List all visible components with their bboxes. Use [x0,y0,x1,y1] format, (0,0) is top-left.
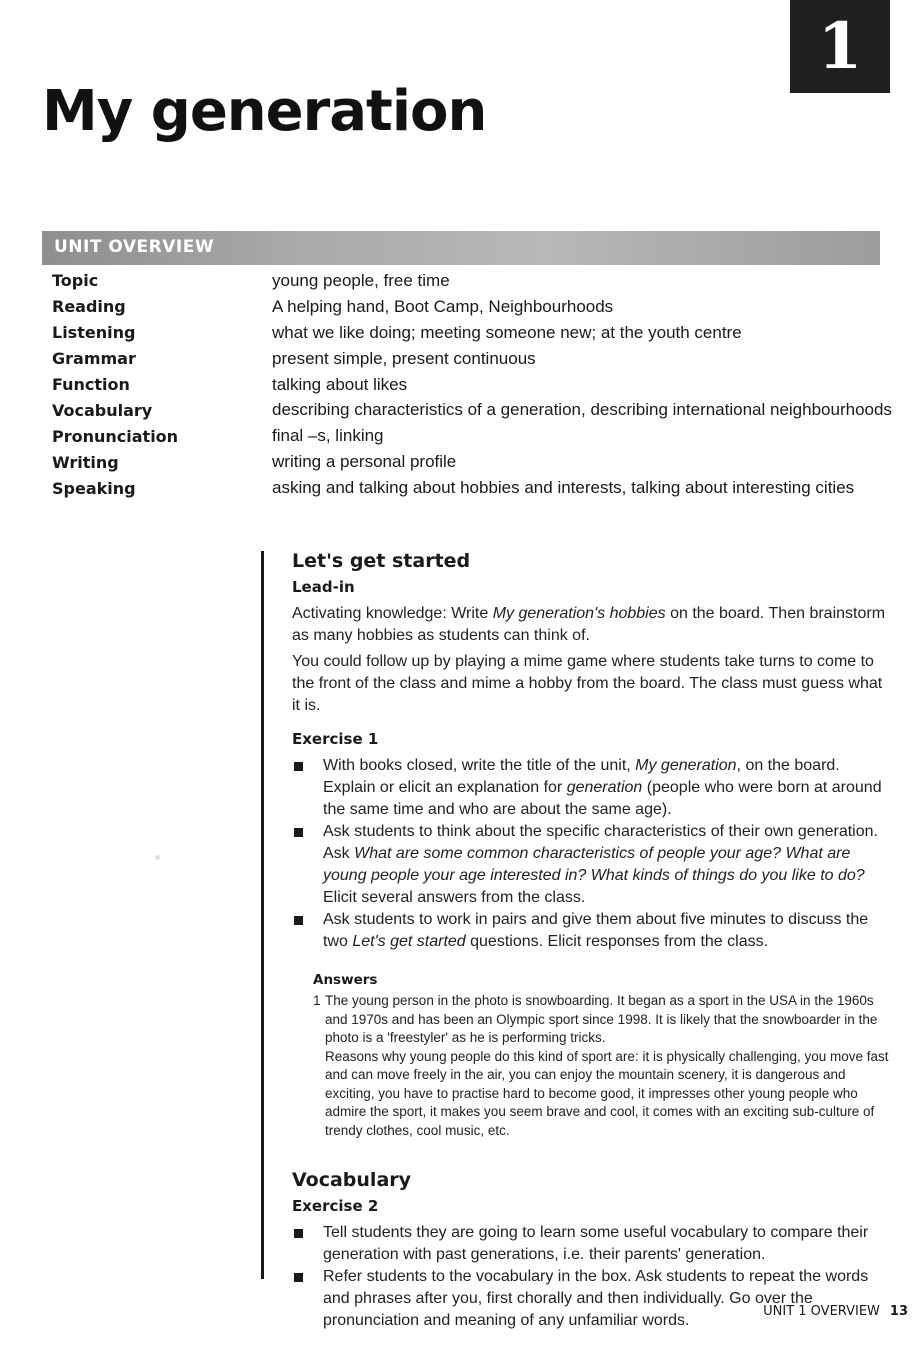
overview-label: Vocabulary [52,400,153,420]
answer-paragraph-2: Reasons why young people do this kind of sport are: it is physically challenging, you move fast and can move freely in the air, you can enjoy the mountain scenery, it is dangerous and exciting, you have to practise hard to become good, it impresses other young people who admire the sport, it makes you seem brave and cool, it comes with an exciting sub-culture of trendy clothes, cool music, etc. [325,1048,889,1138]
section-heading-vocabulary: Vocabulary [292,1169,412,1191]
overview-label: Listening [52,323,136,343]
overview-row [52,475,892,501]
overview-label: Function [52,375,130,394]
overview-row [52,397,892,423]
overview-row [52,372,892,398]
lead-in-heading: Lead-in [292,578,355,596]
overview-value: final –s, linking [272,426,384,446]
overview-label: Topic [52,271,99,291]
answer-paragraph-1: The young person in the photo is snowboarding. It began as a sport in the USA in the 1960s and 1970s and has been an Olympic sport since 1998. It is likely that the snowboarder in the photo is a 'freestyler' as he is performing tricks. [325,993,878,1045]
overview-label: Pronunciation [52,426,179,446]
page-footer [763,1304,908,1319]
answers-box [313,971,892,1140]
exercise-1-heading: Exercise 1 [292,730,379,748]
list-item: With books closed, write the title of the unit, My generation, on the board. Explain or elicit an explanation for generation (people who were born at around the same time and who are about the same age). [292,755,892,821]
overview-label: Reading [52,297,126,317]
overview-label: Grammar [52,349,136,369]
unit-overview-banner [42,231,880,265]
bullet-icon [294,1229,303,1238]
bullet-icon [294,1273,303,1282]
unit-number-badge: 1 [790,0,890,93]
page-number: 13 [889,1304,908,1319]
bullet-icon [294,916,303,925]
unit-overview-table [52,268,892,501]
unit-overview-heading: UNIT OVERVIEW [54,237,215,257]
exercise-1-list [292,755,892,953]
overview-value: writing a personal profile [272,452,457,472]
overview-row [52,268,892,294]
overview-row [52,294,892,320]
section-heading-lets-get-started: Let's get started [292,550,471,572]
overview-value: A helping hand, Boot Camp, Neighbourhoods [272,296,614,316]
answer-item [313,992,892,1140]
bullet-icon [294,828,303,837]
overview-value: young people, free time [272,270,450,290]
overview-row [52,320,892,346]
lead-in-paragraph-1: Activating knowledge: Write My generation's hobbies on the board. Then brainstorm as many hobbies as students can think of. [292,605,886,644]
list-item: Ask students to think about the specific characteristics of their own generation. Ask What are some common characteristics of people your age? What are young people your age interested in? What kinds of things do you like to do? Elicit several answers from the class. [292,821,892,909]
overview-value: present simple, present continuous [272,348,536,368]
exercise-2-heading: Exercise 2 [292,1197,379,1215]
teaching-notes [292,547,892,1332]
overview-value: describing characteristics of a generation, describing international neighbourhoods [272,400,892,420]
overview-row [52,449,892,475]
list-item: Ask students to work in pairs and give them about five minutes to discuss the two Let's get started questions. Elicit responses from the class. [292,909,892,953]
column-rule [261,551,264,1279]
overview-label: Writing [52,452,119,472]
page-title: My generation [42,79,487,144]
answers-heading: Answers [313,972,378,988]
page-speck [155,855,160,860]
overview-row [52,423,892,449]
answer-number: 1 [313,993,321,1008]
list-item: Tell students they are going to learn some useful vocabulary to compare their generation with past generations, i.e. their parents' generation. [292,1222,892,1266]
footer-label: UNIT 1 OVERVIEW [763,1304,880,1319]
overview-value: asking and talking about hobbies and interests, talking about interesting cities [272,478,855,498]
lead-in-paragraph-2: You could follow up by playing a mime game where students take turns to come to the front of the class and mime a hobby from the board. The class must guess what it is. [292,653,883,714]
overview-row [52,346,892,372]
overview-value: talking about likes [272,374,408,394]
overview-value: what we like doing; meeting someone new; at the youth centre [272,322,742,342]
bullet-icon [294,762,303,771]
list-item: Refer students to the vocabulary in the box. Ask students to repeat the words and phrases after you, first chorally and then individually. Go over the pronunciation and meaning of any unfamiliar words. [292,1266,892,1332]
overview-label: Speaking [52,478,136,498]
